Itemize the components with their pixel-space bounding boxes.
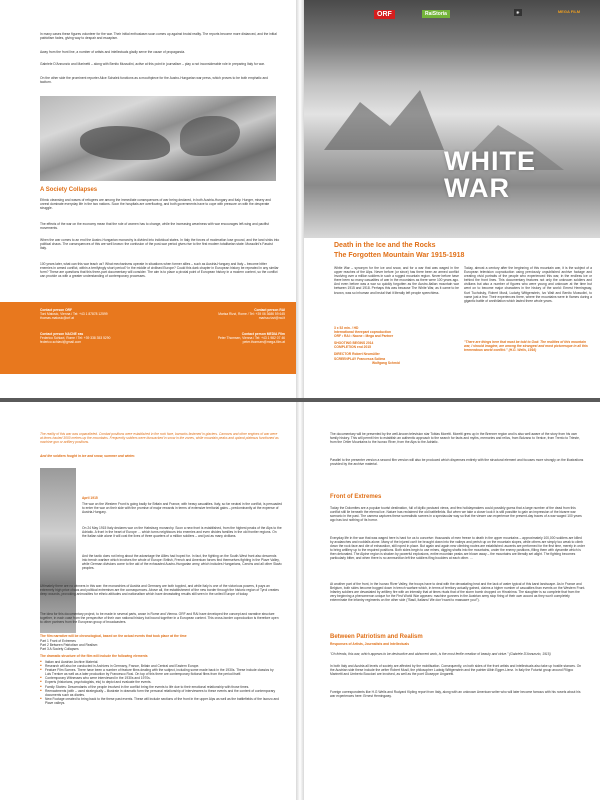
fact: DIRECTOR Robert Neumüller bbox=[334, 352, 380, 357]
fact: ORF • RAI • Nacne • Mega and Partner bbox=[334, 334, 394, 339]
parts-list bbox=[40, 639, 280, 651]
archive-photo-soldiers bbox=[40, 96, 276, 181]
paragraph: The idea for this documentary project, to be made in several parts, arose in Rome and Vienna. ORF and RAI have developed the concept and narrative structure together, in each case from the perspective of their own national history but bound together in a European context. This cross-border coproduction is therefore open to other partners from the European group of broadcasters. bbox=[40, 612, 279, 625]
elements-list bbox=[40, 660, 280, 705]
contact-title: Contact person ORF bbox=[40, 308, 73, 312]
paragraph: On 24 May 1915 Italy declares war on the Habsburg monarchy. Soon a new front is established, from the highest peaks of the Alps to the Adriatic. A front in the heart of Europe … which turns neighbours into enemies and even divides families in the old frontier regions. On the Italian side alone it will cost the lives of three quarters of a million soldiers – and just as many civilians. bbox=[82, 526, 282, 539]
contact-title: Contact person RAI bbox=[254, 308, 285, 312]
paragraph: 100 years later, what can this war teach us? What mechanisms operate in situations when former allies – such as Austria-Hungary and Italy – become bitter enemies in armed conflict, within a terrifyingly short period? In the middle of civilised Europe? Could this dark chapter in European history be repeated in any similar form? These are questions that this three-part documentary will consider. The aim is to place a pivotal point of European history in a modern context, so the conflict can provide us with a greater understanding of contemporary processes. bbox=[40, 262, 279, 279]
list-item: ■ Experts (historians, psychologists, etc) to depict and evaluate the events. bbox=[40, 680, 280, 684]
section-heading-society: A Society Collapses bbox=[40, 187, 98, 193]
list-item: ■ Family Stories: Descendants of the people involved in the conflict bring the events to life due to their emotional relationship with those times. bbox=[40, 685, 280, 689]
fact: International threepart coproduction bbox=[334, 330, 391, 335]
contact-details: Toni Matosic, Vienna / Tel: +43 1 87878 12599 thomas.matosic@orf.at bbox=[40, 312, 108, 321]
list-item: ■ Reenactments (with – used strategically – illustrate in dramatic form the personal relationship of interviewees to these events and the content of contemporary documents such as diaries. bbox=[40, 689, 280, 697]
contact-details: Federico Schiavi, Rome / Tel: +39 338 353 5290 federico.schiavi@gmail.com bbox=[40, 336, 111, 345]
intro-paragraph: In many cases these figures volunteer for the war. Their initial enthusiasm soon comes up against brutal reality. The reports become more distanced, and the initial patriotism fades, giving way to despair and escapism. bbox=[40, 32, 277, 41]
list-item: ■ Research will also be conducted in Archives in Germany, France, Britain and Central and Eastern Europe. bbox=[40, 664, 280, 668]
contact-rai bbox=[165, 308, 285, 320]
paragraph: On the other side the prominent reporter Alice Schalek functions as a mouthpiece for the Austro-Hungarian war press, which proves to be both emphatic and taciturn. bbox=[40, 76, 268, 85]
fact: Wolfgang Schmid bbox=[372, 360, 400, 365]
part-item: Part 2 Between Patriotism and Realism bbox=[40, 643, 98, 648]
section-heading-front: Front of Extremes bbox=[330, 494, 382, 500]
contact-details: Marisa Rizzi, Rome / Tel: +39 06 3686 59 645 marisa.rizzi@rai.it bbox=[218, 312, 285, 321]
production-facts bbox=[334, 326, 459, 365]
gutter bbox=[296, 402, 304, 800]
paragraph: Today the Dolomites are a popular tourist destination, full of idyllic postcard views, and few holidaymakers could possibly guess that a large number of the dead from this conflict still lie beneath the eternal ice. Nature has reclaimed the old battlefields. But when we take a closer look it is still possible to gain an impression of the bizarre war scenario in the past. The camera captures these surrealistic scenes in a spectacular way so that the viewer can experience the present-day traces of a war waged 100 years ago has lost nothing of its horror. bbox=[330, 506, 582, 523]
contact-orf bbox=[40, 308, 160, 320]
intro-italic: The reality of this war was unparalleled. Combat positions were established in the rock face, barracks fastened in glaciers. Cannons and other engines of war were at times hauled 3000 metres up the mountains. Frequently soldiers were bivouacked in snow in the zones, while mountain peaks and upland plateaus functioned as machine gun or artillery positions. bbox=[40, 432, 279, 445]
list-item: ■ Feature Film Scenes. There have been a number of feature films dealing with the subject, including some made back in the 1930s. These include classics by Luis Trenker as well as a later production by Francesco Rosi. On top of this there are contemporary fictional films from the period itself. bbox=[40, 668, 280, 676]
orf-logo: ORF bbox=[374, 10, 395, 19]
list-item: ■ New Footage created to bring back to the these past events. These will include sections of the front in the upper Alps as well as the battlefields of the Isonzo and Piave valleys. bbox=[40, 697, 280, 705]
subtitle-2: The Forgotten Mountain War 1915-1918 bbox=[334, 252, 465, 259]
archive-photo-narrow bbox=[40, 468, 76, 633]
mega-film-logo: MEGA FILM bbox=[557, 9, 581, 14]
paragraph: Ethnic cleansing and waves of refugees are among the immediate consequences of war being declared, in both Austria-Hungary and Italy. Hunger, misery and unrest dominate everyday life in the two nations. Soon the hospitals are overflowing, and both governments have to cope with pressure on with the desperate struggle. bbox=[40, 198, 271, 211]
rai-storia-logo: RaiStoria bbox=[422, 10, 450, 18]
paragraph: When the war comes to an end the Austro-Hungarian monarchy is divided into individual states. In Italy the forces of moderation lose ground, and the land sinks into political chaos. The consequences of this are well known: the confusion of the post-war period gives rise to the first modern totalitarian state: Mussolini's Fascist Italy. bbox=[40, 238, 280, 251]
parts-intro: The film narrative will be chronological, based on the actual events that took place at the time bbox=[40, 634, 187, 638]
contact-mega bbox=[165, 332, 285, 344]
contact-nacne bbox=[40, 332, 160, 344]
title-line-1: WHITE bbox=[444, 146, 536, 176]
top-right-page bbox=[304, 0, 600, 398]
date-label: April 1915 bbox=[82, 496, 98, 500]
paragraph: The war on the Western Front is going badly for Britain and France, with heavy casualties. Italy, so far neutral in the conflict, is persuaded to enter the war on their side with the promise of major rewards in terms of extensive territorial gains – predominantly at the expense of Austria-Hungary. bbox=[82, 502, 282, 515]
bottom-left-page bbox=[0, 402, 296, 800]
fact: SHOOTING BEGINS 2014 bbox=[334, 341, 374, 346]
top-spread bbox=[0, 0, 600, 398]
column-1: White War – synonym for the ice and snow, and for a war that was waged in the upper reaches of the Alps. Never before (or since) has there been an armed conflict involving over a million soldiers in such a rugged mountain region. Never before have there been so many casualties of war in the mountains as there were 100 years ago. And even before was a war so quickly forgotten as the Austro-Italian mountain war between 1915 and 1918. Perhaps this was because The White War, as it came to be known, was so inhuman and brutal that it literally left people speechless. bbox=[334, 266, 459, 295]
paragraph: Ultimately there are no winners in this war: the monarchies of Austria and Germany are both toppled, and while Italy is one of the victorious powers, it pays an extremely high price chaos and political extremism are the consequences. Above all, the establishment of the new border through the historic region of Tyrol creates deep wounds, provoking animosities for ethnic attitudes and nationalism which have devastating results still seen in the united Europe of today. bbox=[40, 584, 279, 597]
paragraph: Everyday life in the war that was waged here is hard for us to conceive: thousands of men freeze to death in the upper mountains – approximately 100,000 soldiers are killed by avalanches and rockfalls alone. Many of the injured can't be brought down into the valleys and perish up on the mountain slopes, while others are simply too weak to climb down the rock face and die of exhaustion, still roped in place. But again and again new climbing routes are established: ascents are performed for the first time, merely in order to bring artillery up to the required positions. Both sides begin to use mines, digging shafts into the mountains, under the enemy positions, filling them with dynamite which is then detonated. The Alpine region is shaken by powerful explosions, entire mountain peaks are blown away – the mountains are literally set alight. The fighting becomes particularly bitter, and when there is no ammunition left the soldiers fling boulders at each other. … bbox=[330, 536, 585, 561]
contact-title: Contact person NACNE eas bbox=[40, 332, 84, 336]
section-heading-between: Between Patriotism and Realism bbox=[330, 634, 423, 640]
quote: "Oh friends, this war, which appears to be destructive and abhorrent work, is the most fertile creation of beauty and virtue." (Gabriele D'Annunzio, 1915) bbox=[330, 652, 551, 656]
title-block bbox=[444, 148, 594, 202]
paragraph: Parallel to the presenter version a second film version will also be produced which dispenses entirely with the structural element and focuses more strongly on the illustrations provided by the archive material. bbox=[330, 458, 584, 467]
paragraph: The documentary will be presented by the well-known television star Tobias Moretti. Moretti grew up in the Brenner region and is also well aware of the story from his own family history. This will permit him to establish an authentic approach to the search for facts and myths, memories and relics, from Bolzano to Venice, from Trento to Trieste, from the Ortler Mountains to the Isonzo River, from the Alps to the Adriatic. bbox=[330, 432, 580, 445]
paragraph: And the tactic does not bring about the advantage the Allies had hoped for. In fact, the fighting on the South-West front also descends into trench warfare which involves the whole of Europe: British, French and American forces find themselves fighting in the Piave Valley, while German divisions come to the aid of the exhausted Austro-Hungarian army, which includes Hungarians, Czechs and all other Slavic peoples. bbox=[82, 554, 282, 571]
paragraph: Away from the front line, a number of artists and intellectuals gladly serve the cause of propaganda. bbox=[40, 50, 186, 54]
paragraph: Foreign correspondents like H.G Wells and Rudyard Kipling report from Italy, along with an unknown American writer who will later become famous with his novels about his war experiences here: Ernest Hemingway. bbox=[330, 690, 581, 699]
part-item: Part 1 Front of Extremes bbox=[40, 639, 76, 643]
elements-title: The dramatic structure of the film will include the following elements bbox=[40, 654, 148, 658]
paragraph: At another part of the front, in the Isonzo River Valley, the troops have to deal with the devastating heat and the lack of water typical of this karst landscape. As in France and Belgium, both sides become bogged down in trench warfare which, in terms of territory actually gained, claims a higher number of casualties than events on the Western Front. Infantry soldiers are devastated by artillery fire with an intensity that at times rivals that of the storm bomb dropped on Hiroshima. The slaughter is so complete that from the very beginning a phenomenon unique for the First World War appears: machine gunners in the Austrian army stop firing of their own accord as they won't completely exterminate the infantry regiments on the other side ("Basil, Italians! We don't want to massacre you!"). bbox=[330, 582, 586, 603]
top-left-page bbox=[0, 0, 296, 398]
gutter bbox=[296, 0, 304, 398]
fact: 3 x 52 min. / HD bbox=[334, 326, 359, 330]
bottom-spread bbox=[0, 402, 600, 800]
intro-italic-bold: And the soldiers fought in ice and snow, summer and winter. bbox=[40, 454, 136, 458]
list-item: ■ Italian and Austrian Archive Material. bbox=[40, 660, 280, 664]
fact: COMPLETION end 2015 bbox=[334, 345, 372, 350]
contact-details: Peter Thomsen, Vienna / Tel: +43 1 982 07 46 peter.thomsen@mega-film.at bbox=[217, 336, 285, 345]
bottom-right-page bbox=[304, 402, 600, 800]
quote: "There are things here that must be told to God: The realities of this mountain war, I should imagine, are among the strangest and most picturesque in all this tremendous world conflict." (H.G. Wells, 1916) bbox=[464, 340, 588, 353]
paragraph: Gabriele D'Annunzio and Marinetti – along with Benito Mussolini, active at this point in journalism – play a not inconsiderable role in preparing Italy for war. bbox=[40, 62, 265, 66]
section-subheading: Responses of Artists, Journalists and Intellectuals bbox=[330, 642, 410, 646]
column-2: Today, almost a century after the beginning of this mountain war, it is the subject of a European television coproduction using previously unpublished archive footage and creating vivid portraits of the people who experienced this war, in the endless ice or behind the front lines. This documentary features not only the unknown soldiers and civilians but also a number of figures who were young and unknown at the time but went on to become major characters in the history of the world: Ernest Hemingway, Kurt Tucholsky, Robert Musil, Ludwig Wittgenstein, Ivo Walt and Benito Mussolini, to name just a few. Their experiences there, where the mountains were in flames during a gigantic battle of annihilation which lasted three whole years. bbox=[464, 266, 592, 303]
paragraph: The effects of the war on the economy mean that the role of women has to change, while the increasing weariness with war encourages left-wing and pacifist movements. bbox=[40, 222, 269, 231]
subtitle-1: Death in the Ice and the Rocks bbox=[334, 242, 436, 249]
list-item: ■ Contemporary Witnesses who were interviewed in the 1930s and 1970s. bbox=[40, 676, 280, 680]
contact-title: Contact person MEDIA Film bbox=[241, 332, 285, 336]
part-item: Part 3 A Society Collapses bbox=[40, 647, 79, 652]
nacne-logo: ☀ bbox=[516, 10, 520, 15]
paragraph: In both Italy and Austria all levels of society are affected by the mobilisation. Consequently, on both sides of the front artists and intellectuals also take up hostile stances. On the Austrian side these include the writer Robert Musil, the philosopher Ludwig Wittgenstein and the painter Albin Egger-Lienz. In Italy the Futurist group around Filippo Marinetti and Umberto Boccioni are involved, as well as the poet Giuseppe Ungaretti. bbox=[330, 664, 582, 677]
title-line-2: WAR bbox=[444, 173, 510, 203]
fact: SCREENPLAY Francesca Solima bbox=[334, 356, 386, 361]
